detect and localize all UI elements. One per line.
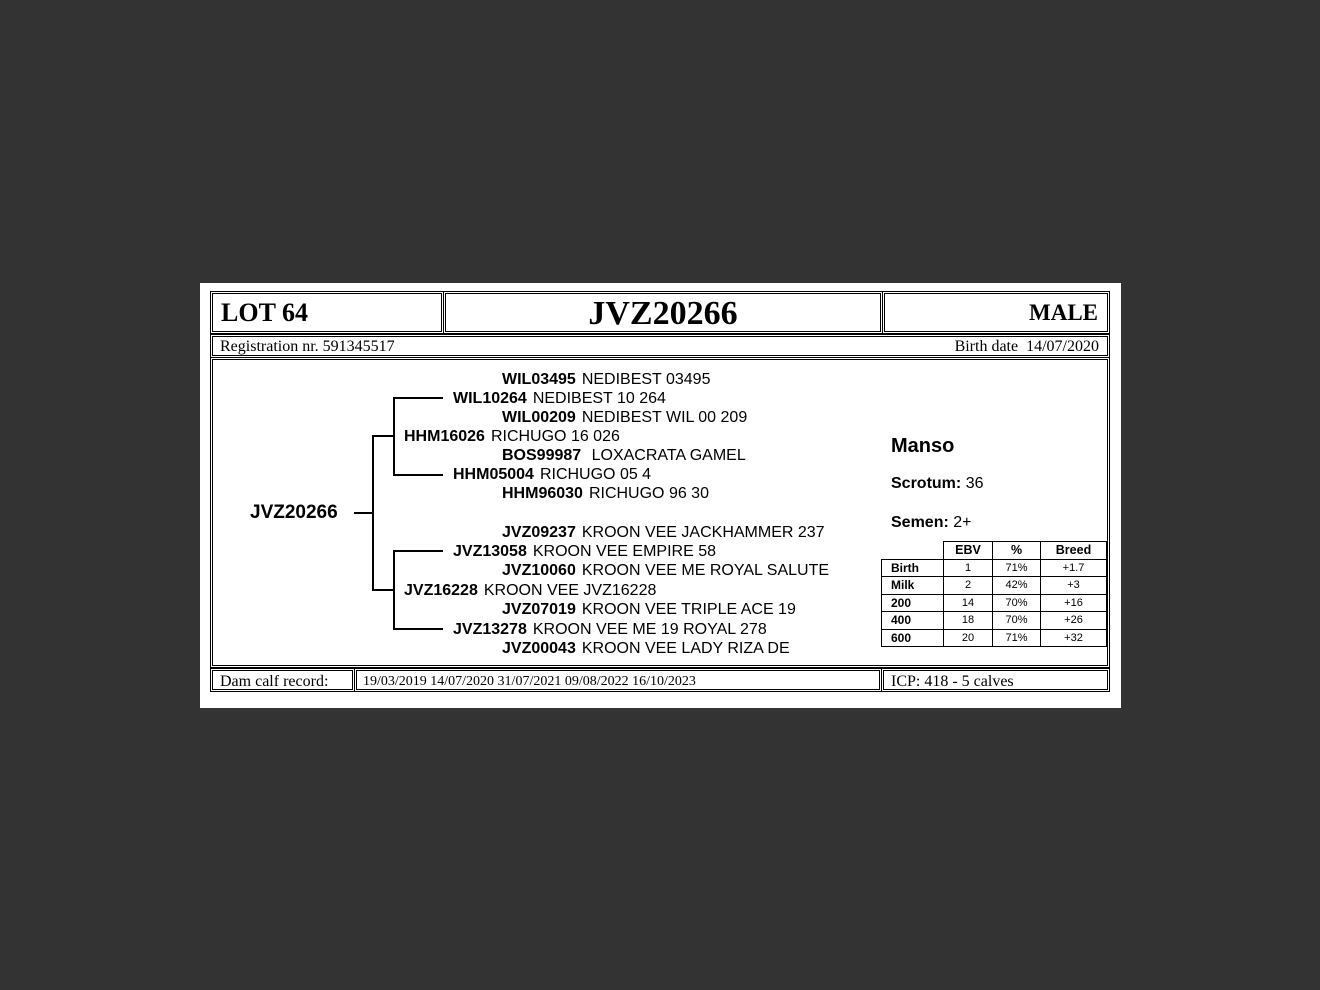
ebv-header-row xyxy=(882,542,1107,560)
table-row: Milk 2 42% +3 xyxy=(882,577,1107,595)
pedigree-sire-dam: HHM05004 RICHUGO 05 4 xyxy=(453,466,652,483)
ebv-header: EBV xyxy=(944,542,993,560)
dam-sire-tick xyxy=(393,550,443,552)
pedigree-sire-dam-dam: HHM96030 RICHUGO 96 30 xyxy=(502,485,709,502)
root-connector xyxy=(354,512,374,514)
icp-summary: ICP: 418 - 5 calves xyxy=(891,673,1014,690)
pedigree-dam-dam-dam: JVZ00043 KROON VEE LADY RIZA DE xyxy=(502,640,790,657)
table-row: 600 20 71% +32 xyxy=(882,629,1107,647)
pedigree-dam-dam: JVZ13278 KROON VEE ME 19 ROYAL 278 xyxy=(453,621,767,638)
pedigree-dam-sire-dam: JVZ10060 KROON VEE ME ROYAL SALUTE xyxy=(502,562,830,579)
sire-tick xyxy=(372,435,394,437)
dam-tick xyxy=(372,589,394,591)
dam-dam-tick xyxy=(393,628,443,630)
pedigree-sire-sire-dam: WIL00209 NEDIBEST WIL 00 209 xyxy=(502,409,748,426)
breed-header: Breed xyxy=(1041,542,1107,560)
dam-calf-dates: 19/03/2019 14/07/2020 31/07/2021 09/08/2022 16/10/2023 xyxy=(363,674,696,689)
animal-id-title: JVZ20266 xyxy=(588,295,738,332)
sex-label: MALE xyxy=(1029,300,1098,325)
table-row: 400 18 70% +26 xyxy=(882,612,1107,630)
main-bracket xyxy=(372,435,374,591)
scrotum-value: 36 xyxy=(965,475,984,492)
animal-name: Manso xyxy=(891,435,955,457)
dam-calf-label: Dam calf record: xyxy=(220,673,329,690)
semen-line xyxy=(891,513,972,533)
scrotum-label: Scrotum: xyxy=(891,475,962,492)
sire-sire-tick xyxy=(393,397,443,399)
lot-number: LOT 64 xyxy=(221,298,308,327)
table-row: Birth 1 71% +1.7 xyxy=(882,559,1107,577)
registration-number: Registration nr. 591345517 xyxy=(220,338,395,355)
pedigree-dam-sire-sire: JVZ09237 KROON VEE JACKHAMMER 237 xyxy=(502,524,825,541)
pedigree-root: JVZ20266 xyxy=(250,502,338,523)
semen-label: Semen: xyxy=(891,514,949,531)
pedigree-sire-sire: WIL10264 NEDIBEST 10 264 xyxy=(453,390,666,407)
pedigree-sire-sire-sire: WIL03495 NEDIBEST 03495 xyxy=(502,371,711,388)
pedigree-sire-dam-sire: BOS99987 LOXACRATA GAMEL xyxy=(502,447,746,464)
ebv-table xyxy=(881,541,1107,647)
dam-bracket xyxy=(393,550,395,630)
table-row: 200 14 70% +16 xyxy=(882,594,1107,612)
birth-date: Birth date 14/07/2020 xyxy=(954,338,1099,355)
sire-bracket xyxy=(393,397,395,475)
sire-dam-tick xyxy=(393,474,443,476)
pedigree-dam-dam-sire: JVZ07019 KROON VEE TRIPLE ACE 19 xyxy=(502,601,796,618)
pedigree-sire: HHM16026 RICHUGO 16 026 xyxy=(404,428,620,445)
pedigree-dam: JVZ16228 KROON VEE JVZ16228 xyxy=(404,582,657,599)
pedigree-dam-sire: JVZ13058 KROON VEE EMPIRE 58 xyxy=(453,543,717,560)
pct-header: % xyxy=(993,542,1041,560)
semen-value: 2+ xyxy=(953,514,972,531)
scrotum-line xyxy=(891,474,983,494)
